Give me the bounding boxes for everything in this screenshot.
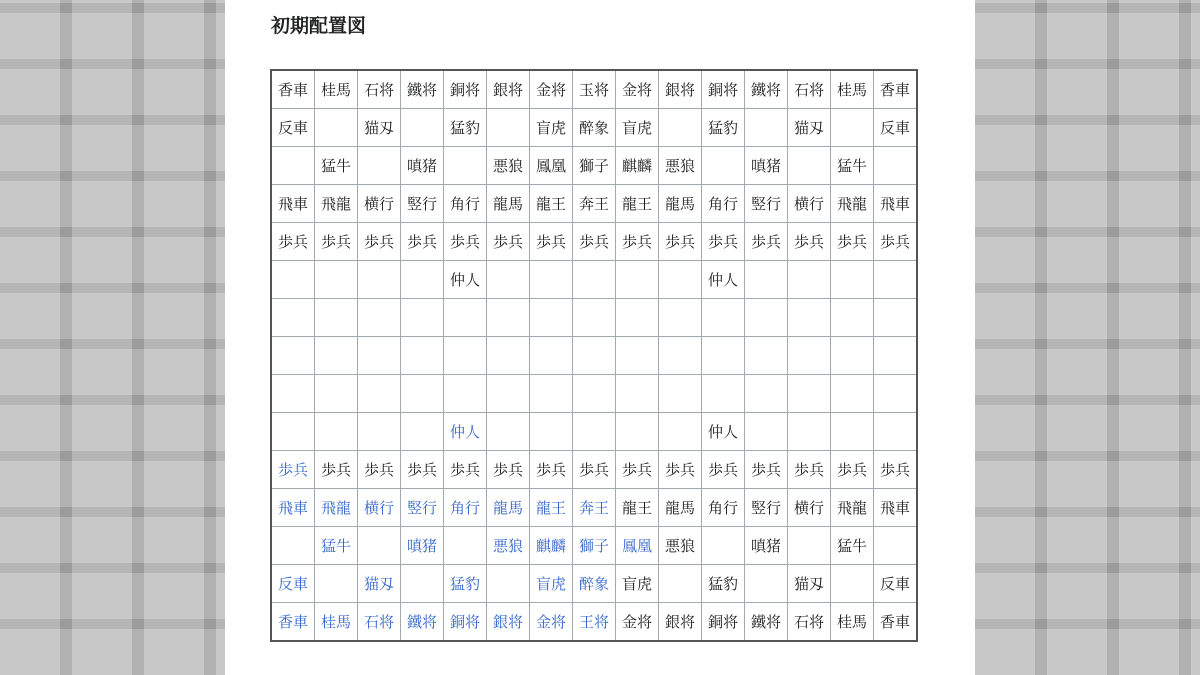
empty-cell [745,413,788,451]
piece-link[interactable]: 麒麟 [530,527,573,565]
piece-cell: 横行 [788,489,831,527]
piece-cell: 歩兵 [616,223,659,261]
empty-cell [358,261,401,299]
piece-link[interactable]: 醉象 [573,565,616,603]
empty-cell [401,299,444,337]
piece-link[interactable]: 獅子 [573,527,616,565]
piece-cell: 醉象 [573,109,616,147]
piece-link[interactable]: 香車 [271,603,315,642]
board-row [271,185,917,223]
piece-cell: 歩兵 [358,451,401,489]
empty-cell [616,261,659,299]
empty-cell [788,413,831,451]
piece-cell: 歩兵 [573,223,616,261]
empty-cell [659,337,702,375]
empty-cell [487,413,530,451]
piece-cell: 悪狼 [487,147,530,185]
piece-cell: 歩兵 [702,223,745,261]
piece-cell: 石将 [788,603,831,642]
piece-cell: 歩兵 [702,451,745,489]
piece-cell: 猫刄 [788,565,831,603]
piece-cell: 歩兵 [530,451,573,489]
piece-cell: 横行 [358,185,401,223]
empty-cell [831,109,874,147]
piece-cell: 歩兵 [831,223,874,261]
empty-cell [874,147,918,185]
piece-cell: 銀将 [659,603,702,642]
piece-cell: 桂馬 [831,70,874,109]
piece-cell: 嗔猪 [745,147,788,185]
empty-cell [659,109,702,147]
piece-cell: 獅子 [573,147,616,185]
piece-cell: 角行 [702,489,745,527]
empty-cell [788,527,831,565]
piece-cell: 飛車 [874,185,918,223]
empty-cell [530,261,573,299]
piece-cell: 猛豹 [444,109,487,147]
piece-cell: 歩兵 [401,223,444,261]
piece-link[interactable]: 銅将 [444,603,487,642]
piece-cell: 香車 [874,70,918,109]
piece-cell: 猫刄 [358,109,401,147]
empty-cell [788,375,831,413]
background-blur-left [0,0,225,675]
empty-cell [702,147,745,185]
piece-cell: 石将 [358,70,401,109]
empty-cell [487,565,530,603]
piece-link[interactable]: 角行 [444,489,487,527]
empty-cell [530,413,573,451]
empty-cell [573,375,616,413]
empty-cell [315,565,358,603]
empty-cell [271,337,315,375]
piece-cell: 竪行 [745,489,788,527]
empty-cell [788,147,831,185]
empty-cell [874,375,918,413]
piece-cell: 銀将 [659,70,702,109]
piece-cell: 猛牛 [315,147,358,185]
piece-cell: 鳳凰 [530,147,573,185]
piece-cell: 横行 [788,185,831,223]
piece-cell: 反車 [271,109,315,147]
empty-cell [702,299,745,337]
piece-link[interactable]: 猫刄 [358,565,401,603]
piece-link[interactable]: 竪行 [401,489,444,527]
piece-link[interactable]: 仲人 [444,413,487,451]
empty-cell [444,527,487,565]
piece-cell: 香車 [271,70,315,109]
empty-cell [487,337,530,375]
empty-cell [358,147,401,185]
empty-cell [745,109,788,147]
empty-cell [444,337,487,375]
piece-link[interactable]: 盲虎 [530,565,573,603]
piece-cell: 金将 [616,603,659,642]
piece-cell: 龍王 [616,185,659,223]
piece-cell: 歩兵 [444,223,487,261]
empty-cell [659,413,702,451]
piece-cell: 桂馬 [831,603,874,642]
board-row [271,565,917,603]
empty-cell [401,375,444,413]
shogi-board [270,69,918,642]
piece-cell: 歩兵 [745,223,788,261]
empty-cell [659,261,702,299]
empty-cell [487,261,530,299]
empty-cell [444,147,487,185]
empty-cell [401,261,444,299]
piece-cell: 猛豹 [702,565,745,603]
empty-cell [702,337,745,375]
empty-cell [315,375,358,413]
section-heading: 初期配置図 [271,15,367,37]
empty-cell [573,337,616,375]
piece-cell: 歩兵 [315,223,358,261]
empty-cell [315,337,358,375]
board-row [271,413,917,451]
piece-cell: 龍馬 [659,489,702,527]
piece-cell: 歩兵 [530,223,573,261]
piece-link[interactable]: 鳳凰 [616,527,659,565]
piece-link[interactable]: 王将 [573,603,616,642]
piece-link[interactable]: 金将 [530,603,573,642]
piece-cell: 猛牛 [831,147,874,185]
empty-cell [831,261,874,299]
piece-cell: 嗔猪 [745,527,788,565]
empty-cell [573,413,616,451]
empty-cell [874,413,918,451]
board-row [271,261,917,299]
piece-cell: 歩兵 [874,451,918,489]
empty-cell [315,109,358,147]
empty-cell [358,375,401,413]
empty-cell [659,565,702,603]
empty-cell [358,413,401,451]
piece-cell: 仲人 [444,261,487,299]
piece-cell: 飛車 [874,489,918,527]
piece-cell: 反車 [874,109,918,147]
piece-cell: 銀将 [487,70,530,109]
empty-cell [745,299,788,337]
piece-cell: 竪行 [745,185,788,223]
empty-cell [831,337,874,375]
empty-cell [616,413,659,451]
empty-cell [487,375,530,413]
piece-cell: 麒麟 [616,147,659,185]
piece-cell: 悪狼 [659,527,702,565]
empty-cell [573,299,616,337]
piece-cell: 盲虎 [530,109,573,147]
empty-cell [874,299,918,337]
empty-cell [788,299,831,337]
board-row [271,527,917,565]
piece-cell: 銅将 [702,70,745,109]
empty-cell [745,261,788,299]
piece-link[interactable]: 鐵将 [401,603,444,642]
piece-link[interactable]: 横行 [358,489,401,527]
empty-cell [530,299,573,337]
piece-cell: 香車 [874,603,918,642]
piece-cell: 歩兵 [616,451,659,489]
piece-link[interactable]: 悪狼 [487,527,530,565]
empty-cell [401,109,444,147]
piece-cell: 猫刄 [788,109,831,147]
empty-cell [788,337,831,375]
empty-cell [271,375,315,413]
piece-cell: 歩兵 [788,223,831,261]
empty-cell [745,375,788,413]
empty-cell [401,565,444,603]
empty-cell [702,375,745,413]
piece-cell: 銅将 [702,603,745,642]
empty-cell [831,375,874,413]
empty-cell [530,337,573,375]
piece-cell: 歩兵 [444,451,487,489]
empty-cell [788,261,831,299]
empty-cell [616,299,659,337]
piece-cell: 鐵将 [745,603,788,642]
empty-cell [444,299,487,337]
empty-cell [573,261,616,299]
empty-cell [271,413,315,451]
empty-cell [487,109,530,147]
empty-cell [444,375,487,413]
piece-cell: 龍馬 [487,185,530,223]
board-row [271,489,917,527]
piece-cell: 龍王 [616,489,659,527]
piece-cell: 歩兵 [788,451,831,489]
piece-cell: 歩兵 [315,451,358,489]
piece-cell: 歩兵 [659,223,702,261]
piece-link[interactable]: 龍王 [530,489,573,527]
empty-cell [616,337,659,375]
piece-link[interactable]: 猛豹 [444,565,487,603]
piece-link[interactable]: 歩兵 [271,451,315,489]
piece-cell: 歩兵 [831,451,874,489]
piece-cell: 竪行 [401,185,444,223]
piece-cell: 悪狼 [659,147,702,185]
piece-cell: 金将 [616,70,659,109]
board-row [271,375,917,413]
empty-cell [271,299,315,337]
board-row [271,451,917,489]
board-row [271,147,917,185]
piece-cell: 猛牛 [831,527,874,565]
piece-link[interactable]: 銀将 [487,603,530,642]
empty-cell [831,413,874,451]
empty-cell [616,375,659,413]
empty-cell [530,375,573,413]
article-page [225,0,975,675]
piece-cell: 猛豹 [702,109,745,147]
piece-link[interactable]: 反車 [271,565,315,603]
piece-link[interactable]: 石将 [358,603,401,642]
empty-cell [487,299,530,337]
piece-cell: 金将 [530,70,573,109]
piece-link[interactable]: 嗔猪 [401,527,444,565]
piece-cell: 飛龍 [315,185,358,223]
background-blur-right [975,0,1200,675]
piece-cell: 玉将 [573,70,616,109]
piece-cell: 龍王 [530,185,573,223]
empty-cell [271,527,315,565]
piece-link[interactable]: 桂馬 [315,603,358,642]
piece-cell: 歩兵 [874,223,918,261]
piece-link[interactable]: 龍馬 [487,489,530,527]
empty-cell [702,527,745,565]
piece-cell: 嗔猪 [401,147,444,185]
piece-cell: 奔王 [573,185,616,223]
piece-cell: 銅将 [444,70,487,109]
empty-cell [874,527,918,565]
piece-cell: 仲人 [702,413,745,451]
piece-cell: 歩兵 [487,451,530,489]
piece-link[interactable]: 飛車 [271,489,315,527]
piece-cell: 仲人 [702,261,745,299]
empty-cell [874,337,918,375]
empty-cell [271,147,315,185]
board-row [271,109,917,147]
empty-cell [401,413,444,451]
piece-link[interactable]: 飛龍 [315,489,358,527]
board-row [271,299,917,337]
piece-cell: 歩兵 [573,451,616,489]
piece-cell: 歩兵 [745,451,788,489]
board-row [271,603,917,642]
piece-cell: 歩兵 [659,451,702,489]
empty-cell [745,565,788,603]
piece-cell: 盲虎 [616,565,659,603]
board-row [271,70,917,109]
empty-cell [358,527,401,565]
empty-cell [315,413,358,451]
empty-cell [358,337,401,375]
piece-cell: 龍馬 [659,185,702,223]
board-row [271,223,917,261]
empty-cell [659,375,702,413]
empty-cell [315,261,358,299]
empty-cell [874,261,918,299]
piece-cell: 石将 [788,70,831,109]
empty-cell [315,299,358,337]
piece-cell: 盲虎 [616,109,659,147]
piece-cell: 歩兵 [401,451,444,489]
piece-cell: 歩兵 [487,223,530,261]
empty-cell [831,299,874,337]
empty-cell [401,337,444,375]
empty-cell [745,337,788,375]
empty-cell [831,565,874,603]
piece-cell: 歩兵 [271,223,315,261]
piece-cell: 歩兵 [358,223,401,261]
piece-cell: 角行 [702,185,745,223]
piece-cell: 桂馬 [315,70,358,109]
empty-cell [271,261,315,299]
piece-link[interactable]: 奔王 [573,489,616,527]
piece-cell: 角行 [444,185,487,223]
piece-cell: 鐵将 [401,70,444,109]
board-row [271,337,917,375]
piece-link[interactable]: 猛牛 [315,527,358,565]
piece-cell: 鐵将 [745,70,788,109]
piece-cell: 飛龍 [831,489,874,527]
piece-cell: 飛車 [271,185,315,223]
empty-cell [659,299,702,337]
empty-cell [358,299,401,337]
piece-cell: 反車 [874,565,918,603]
piece-cell: 飛龍 [831,185,874,223]
